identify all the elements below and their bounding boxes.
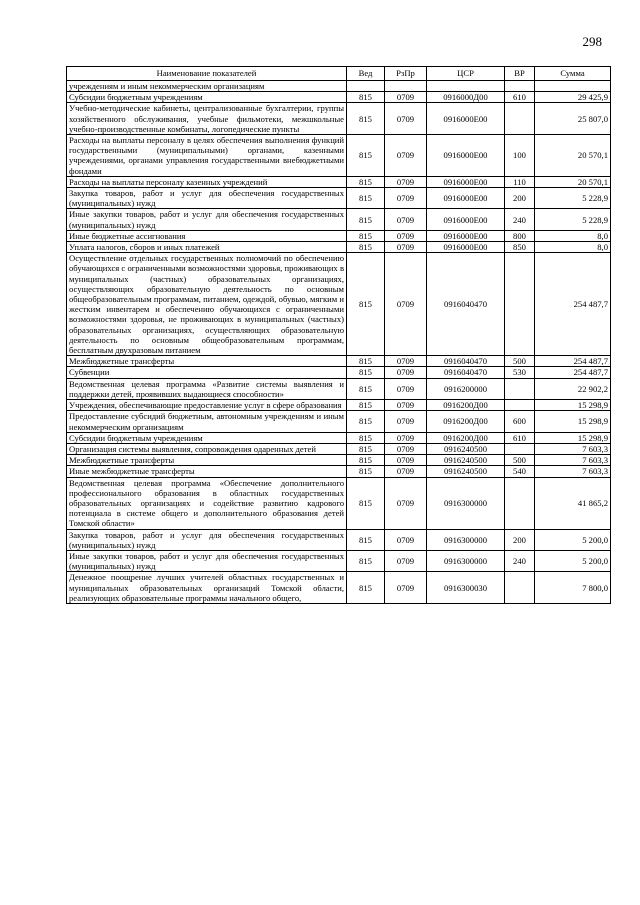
cell-name: Ведомственная целевая программа «Обеспечение дополнительного профессионального образования в областных государственных образовательных организациях и содействие развитию кадрового потенциала в системе общего и дополнительного образования детей Томской области» <box>67 477 347 529</box>
cell-name: Иные межбюджетные трансферты <box>67 466 347 477</box>
cell-csr: 0916000Е00 <box>427 176 505 187</box>
cell-name: Предоставление субсидий бюджетным, автономным учреждениям и иным некоммерческим организациям <box>67 411 347 432</box>
cell-ved: 815 <box>347 92 385 103</box>
table-row <box>67 477 611 529</box>
cell-vr: 800 <box>505 230 535 241</box>
cell-rzpr: 0709 <box>385 135 427 177</box>
cell-ved: 815 <box>347 432 385 443</box>
table-row <box>67 572 611 604</box>
cell-csr: 0916040470 <box>427 356 505 367</box>
cell-csr: 0916300030 <box>427 572 505 604</box>
column-header-csr: ЦСР <box>427 67 505 81</box>
cell-vr <box>505 443 535 454</box>
cell-rzpr: 0709 <box>385 572 427 604</box>
cell-name: Межбюджетные трансферты <box>67 356 347 367</box>
cell-ved: 815 <box>347 367 385 378</box>
cell-vr <box>505 572 535 604</box>
cell-name: Организация системы выявления, сопровождения одаренных детей <box>67 443 347 454</box>
cell-csr: 0916000Е00 <box>427 188 505 209</box>
cell-name: Субсидии бюджетным учреждениям <box>67 92 347 103</box>
cell-sum: 15 298,9 <box>535 411 611 432</box>
cell-csr: 0916000Е00 <box>427 209 505 230</box>
cell-name: Субвенции <box>67 367 347 378</box>
cell-csr: 0916200000 <box>427 378 505 399</box>
table-row <box>67 411 611 432</box>
cell-ved: 815 <box>347 455 385 466</box>
cell-rzpr <box>385 81 427 92</box>
cell-rzpr: 0709 <box>385 176 427 187</box>
cell-ved: 815 <box>347 135 385 177</box>
cell-vr: 530 <box>505 367 535 378</box>
cell-name: Расходы на выплаты персоналу казенных учреждений <box>67 176 347 187</box>
cell-rzpr: 0709 <box>385 550 427 571</box>
cell-rzpr: 0709 <box>385 443 427 454</box>
cell-name: Расходы на выплаты персоналу в целях обеспечения выполнения функций государственными (муниципальными) органами, казенными учреждениями, органами управления государственными внебюджетными фондами <box>67 135 347 177</box>
cell-vr: 850 <box>505 242 535 253</box>
cell-sum: 41 865,2 <box>535 477 611 529</box>
cell-ved: 815 <box>347 378 385 399</box>
cell-sum: 25 807,0 <box>535 103 611 135</box>
table-row <box>67 135 611 177</box>
table-row <box>67 356 611 367</box>
cell-sum: 7 603,3 <box>535 466 611 477</box>
cell-rzpr: 0709 <box>385 356 427 367</box>
cell-ved: 815 <box>347 550 385 571</box>
cell-ved: 815 <box>347 400 385 411</box>
cell-ved: 815 <box>347 103 385 135</box>
cell-name: Учреждения, обеспечивающие предоставление услуг в сфере образования <box>67 400 347 411</box>
cell-name: Иные закупки товаров, работ и услуг для обеспечения государственных (муниципальных) нужд <box>67 550 347 571</box>
column-header-sum: Сумма <box>535 67 611 81</box>
cell-sum: 15 298,9 <box>535 432 611 443</box>
cell-rzpr: 0709 <box>385 367 427 378</box>
cell-csr: 0916300000 <box>427 550 505 571</box>
cell-name: Субсидии бюджетным учреждениям <box>67 432 347 443</box>
table-row <box>67 432 611 443</box>
cell-vr <box>505 81 535 92</box>
cell-vr: 600 <box>505 411 535 432</box>
cell-rzpr: 0709 <box>385 230 427 241</box>
cell-csr: 0916300000 <box>427 529 505 550</box>
cell-csr: 0916000Е00 <box>427 135 505 177</box>
cell-ved: 815 <box>347 176 385 187</box>
cell-name: учреждениям и иным некоммерческим организациям <box>67 81 347 92</box>
table-body <box>67 81 611 604</box>
cell-csr: 0916300000 <box>427 477 505 529</box>
cell-rzpr: 0709 <box>385 400 427 411</box>
cell-rzpr: 0709 <box>385 378 427 399</box>
cell-sum: 7 603,3 <box>535 455 611 466</box>
cell-vr: 240 <box>505 550 535 571</box>
cell-name: Иные бюджетные ассигнования <box>67 230 347 241</box>
cell-csr: 0916040470 <box>427 253 505 356</box>
column-header-name: Наименование показателей <box>67 67 347 81</box>
cell-vr: 610 <box>505 432 535 443</box>
table-row <box>67 242 611 253</box>
cell-ved: 815 <box>347 466 385 477</box>
cell-sum: 20 570,1 <box>535 176 611 187</box>
table-row <box>67 230 611 241</box>
table-row <box>67 400 611 411</box>
cell-vr: 200 <box>505 529 535 550</box>
cell-ved: 815 <box>347 242 385 253</box>
table-row <box>67 443 611 454</box>
cell-sum: 5 200,0 <box>535 550 611 571</box>
cell-csr: 0916240500 <box>427 443 505 454</box>
cell-ved: 815 <box>347 529 385 550</box>
cell-rzpr: 0709 <box>385 209 427 230</box>
cell-rzpr: 0709 <box>385 432 427 443</box>
cell-sum: 254 487,7 <box>535 253 611 356</box>
table-header-row <box>67 67 611 81</box>
cell-sum: 22 902,2 <box>535 378 611 399</box>
cell-vr: 500 <box>505 455 535 466</box>
cell-vr <box>505 477 535 529</box>
cell-sum: 5 228,9 <box>535 188 611 209</box>
cell-ved: 815 <box>347 411 385 432</box>
cell-csr: 0916200Д00 <box>427 432 505 443</box>
cell-csr: 0916240500 <box>427 466 505 477</box>
column-header-ved: Вед <box>347 67 385 81</box>
table-row <box>67 550 611 571</box>
cell-vr: 240 <box>505 209 535 230</box>
cell-name: Закупка товаров, работ и услуг для обеспечения государственных (муниципальных) нужд <box>67 529 347 550</box>
cell-sum: 8,0 <box>535 242 611 253</box>
cell-csr: 0916000Е00 <box>427 103 505 135</box>
cell-sum <box>535 81 611 92</box>
cell-rzpr: 0709 <box>385 477 427 529</box>
cell-rzpr: 0709 <box>385 529 427 550</box>
cell-name: Иные закупки товаров, работ и услуг для обеспечения государственных (муниципальных) нужд <box>67 209 347 230</box>
cell-sum: 7 603,3 <box>535 443 611 454</box>
cell-sum: 5 200,0 <box>535 529 611 550</box>
cell-ved: 815 <box>347 253 385 356</box>
cell-rzpr: 0709 <box>385 92 427 103</box>
cell-vr: 540 <box>505 466 535 477</box>
cell-rzpr: 0709 <box>385 455 427 466</box>
cell-rzpr: 0709 <box>385 253 427 356</box>
cell-sum: 7 800,0 <box>535 572 611 604</box>
cell-vr: 610 <box>505 92 535 103</box>
cell-rzpr: 0709 <box>385 103 427 135</box>
cell-vr: 500 <box>505 356 535 367</box>
budget-table <box>66 66 611 604</box>
cell-sum: 29 425,9 <box>535 92 611 103</box>
cell-ved: 815 <box>347 209 385 230</box>
cell-name: Учебно-методические кабинеты, централизованные бухгалтерии, группы хозяйственного обслуживания, учебные фильмотеки, межшкольные учебно-производственные комбинаты, логопедические пункты <box>67 103 347 135</box>
cell-vr <box>505 400 535 411</box>
table-row <box>67 81 611 92</box>
cell-csr: 0916200Д00 <box>427 400 505 411</box>
table-row <box>67 188 611 209</box>
page-number: 298 <box>582 34 602 49</box>
cell-ved <box>347 81 385 92</box>
cell-csr: 0916040470 <box>427 367 505 378</box>
cell-rzpr: 0709 <box>385 242 427 253</box>
cell-vr: 100 <box>505 135 535 177</box>
cell-ved: 815 <box>347 230 385 241</box>
cell-rzpr: 0709 <box>385 411 427 432</box>
cell-csr <box>427 81 505 92</box>
table-row <box>67 103 611 135</box>
cell-ved: 815 <box>347 188 385 209</box>
cell-csr: 0916240500 <box>427 455 505 466</box>
cell-vr <box>505 378 535 399</box>
cell-vr <box>505 103 535 135</box>
cell-name: Закупка товаров, работ и услуг для обеспечения государственных (муниципальных) нужд <box>67 188 347 209</box>
table-row <box>67 455 611 466</box>
cell-vr: 200 <box>505 188 535 209</box>
cell-ved: 815 <box>347 356 385 367</box>
table-row <box>67 209 611 230</box>
cell-csr: 0916000Е00 <box>427 230 505 241</box>
cell-rzpr: 0709 <box>385 188 427 209</box>
column-header-rzpr: РзПр <box>385 67 427 81</box>
table-row <box>67 367 611 378</box>
table-row <box>67 529 611 550</box>
cell-csr: 0916200Д00 <box>427 411 505 432</box>
cell-name: Денежное поощрение лучших учителей областных государственных и муниципальных образовательных организаций Томской области, реализующих образовательные программы начального общего, <box>67 572 347 604</box>
cell-name: Межбюджетные трансферты <box>67 455 347 466</box>
cell-rzpr: 0709 <box>385 466 427 477</box>
table-row <box>67 378 611 399</box>
cell-name: Уплата налогов, сборов и иных платежей <box>67 242 347 253</box>
table-row <box>67 176 611 187</box>
table-row <box>67 466 611 477</box>
cell-ved: 815 <box>347 443 385 454</box>
cell-name: Осуществление отдельных государственных полномочий по обеспечению обучающихся с ограниченными возможностями здоровья, проживающих в муниципальных (частных) образовательных организациях, осуществляющих образовательную деятельность по основным общеобразовательным программам, питанием, одеждой, обувью, мягким и жестким инвентарем и обеспечению обучающихся с ограниченными возможностями здоровья, не проживающих в муниципальных (частных) образовательных организациях, осуществляющих образовательную деятельность по основным общеобразовательным программам, бесплатным двухразовым питанием <box>67 253 347 356</box>
cell-vr <box>505 253 535 356</box>
table-row <box>67 253 611 356</box>
cell-csr: 0916000Е00 <box>427 242 505 253</box>
table-row <box>67 92 611 103</box>
cell-csr: 0916000Д00 <box>427 92 505 103</box>
cell-ved: 815 <box>347 572 385 604</box>
cell-name: Ведомственная целевая программа «Развитие системы выявления и поддержки детей, проявивших выдающиеся способности» <box>67 378 347 399</box>
cell-sum: 254 487,7 <box>535 356 611 367</box>
cell-sum: 8,0 <box>535 230 611 241</box>
cell-sum: 20 570,1 <box>535 135 611 177</box>
cell-sum: 15 298,9 <box>535 400 611 411</box>
cell-ved: 815 <box>347 477 385 529</box>
cell-sum: 254 487,7 <box>535 367 611 378</box>
cell-sum: 5 228,9 <box>535 209 611 230</box>
cell-vr: 110 <box>505 176 535 187</box>
column-header-vr: ВР <box>505 67 535 81</box>
